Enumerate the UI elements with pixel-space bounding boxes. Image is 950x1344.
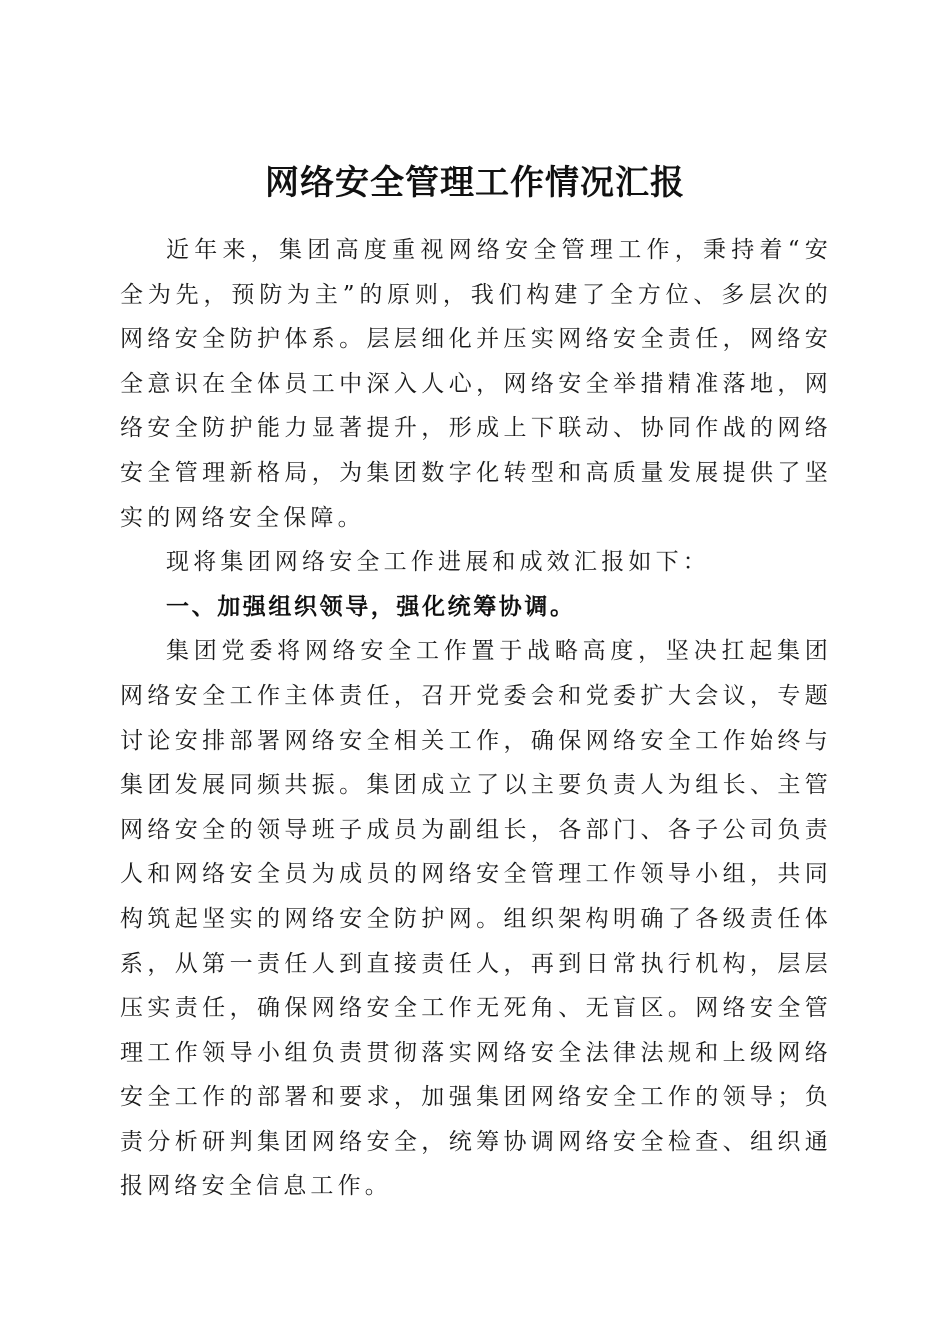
report-lead-paragraph: 现将集团网络安全工作进展和成效汇报如下：	[166, 549, 710, 576]
section-1-paragraph: 集团党委将网络安全工作置于战略高度，坚决扛起集团网络安全工作主体责任，召开党委会和党委扩大会议，专题讨论安排部署网络安全相关工作，确保网络安全工作始终与集团发展同频共振。集团成立了以主要负责人为组长、主管网络安全的领导班子成员为副组长，各部门、各子公司负责人和网络安全员为成员的网络安全管理工作领导小组，共同构筑起坚实的网络安全防护网。组织架构明确了各级责任体系，从第一责任人到直接责任人，再到日常执行机构，层层压实责任，确保网络安全工作无死角、无盲区。网络安全管理工作领导小组负责贯彻落实网络安全法律法规和上级网络安全工作的部署和要求，加强集团网络安全工作的领导；负责分析研判集团网络安全，统筹协调网络安全检查、组织通报网络安全信息工作。	[120, 638, 832, 1200]
document-body	[120, 228, 832, 1209]
document-title: 网络安全管理工作情况汇报	[265, 162, 685, 203]
intro-paragraph: 近年来，集团高度重视网络安全管理工作，秉持着“安全为先，预防为主”的原则，我们构建了全方位、多层次的网络安全防护体系。层层细化并压实网络安全责任，网络安全意识在全体员工中深入人心，网络安全举措精准落地，网络安全防护能力显著提升，形成上下联动、协同作战的网络安全管理新格局，为集团数字化转型和高质量发展提供了坚实的网络安全保障。	[120, 237, 832, 531]
section-heading-1: 一、加强组织领导，强化统筹协调。	[166, 593, 576, 620]
